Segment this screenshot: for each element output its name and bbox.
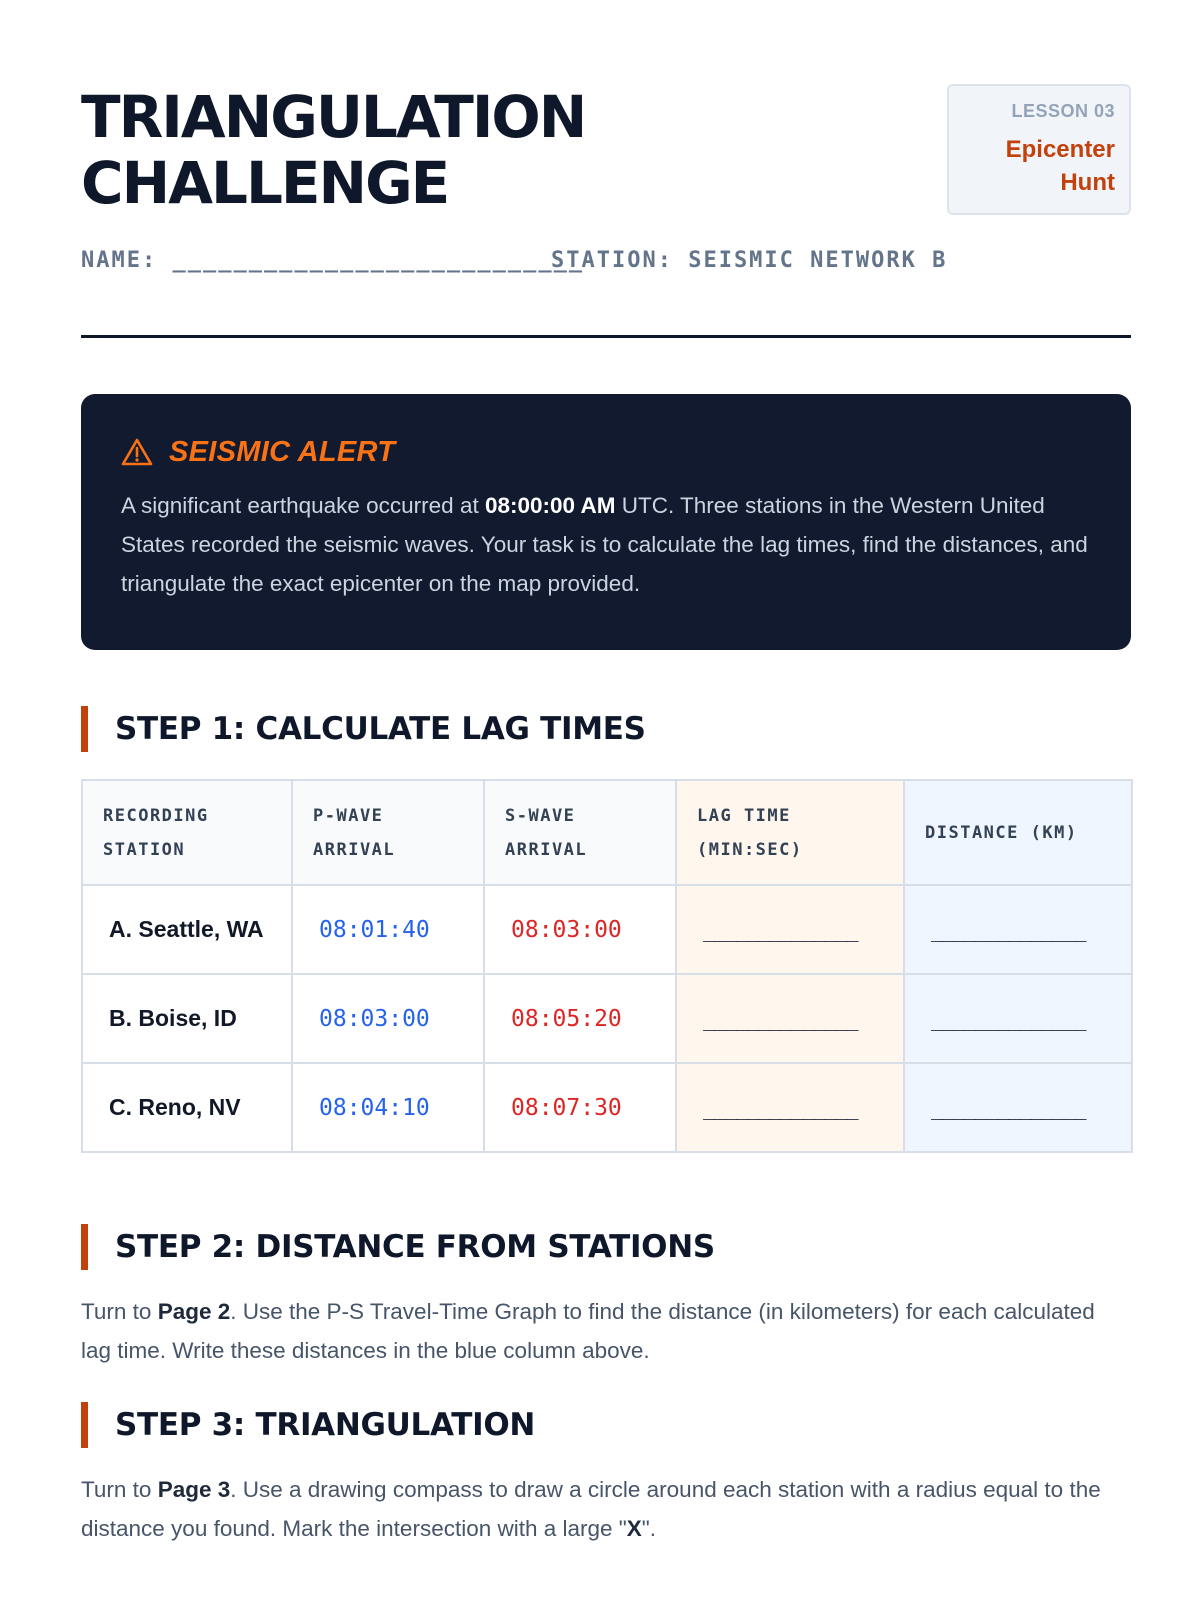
p-wave-cell: 08:01:40 (292, 885, 484, 974)
p-wave-cell: 08:03:00 (292, 974, 484, 1063)
step-2-heading (81, 1224, 715, 1270)
step-1-heading (81, 706, 646, 752)
table-row (82, 974, 1132, 1063)
header-divider (81, 335, 1131, 338)
column-header: DISTANCE (KM) (904, 780, 1132, 885)
lag-time-blank[interactable]: ______________ (676, 1063, 904, 1152)
step-1-title: STEP 1: CALCULATE LAG TIMES (115, 711, 646, 747)
lag-time-table (81, 779, 1133, 1153)
station-cell: A. Seattle, WA (82, 885, 292, 974)
table-header-row (82, 780, 1132, 885)
table-row (82, 885, 1132, 974)
warning-triangle-icon (121, 437, 153, 467)
distance-blank[interactable]: ______________ (904, 885, 1132, 974)
page-title (81, 84, 585, 216)
lesson-name: Epicenter Hunt (1005, 136, 1115, 196)
p-wave-cell: 08:04:10 (292, 1063, 484, 1152)
step-text-part: Turn to (81, 1477, 158, 1502)
alert-text-part: A significant earthquake occurred at (121, 493, 485, 518)
lesson-number: LESSON 03 (1011, 101, 1115, 121)
alert-title: SEISMIC ALERT (169, 435, 396, 468)
title-line-2: CHALLENGE (81, 149, 449, 217)
column-header: RECORDING STATION (82, 780, 292, 885)
step-3-title: STEP 3: TRIANGULATION (115, 1407, 536, 1443)
lesson-badge (947, 84, 1131, 215)
station-label: STATION: SEISMIC NETWORK B (551, 248, 948, 273)
alert-description (121, 486, 1091, 603)
step-3-instructions (81, 1470, 1111, 1548)
step-text-part: Turn to (81, 1299, 158, 1324)
column-header: P-WAVE ARRIVAL (292, 780, 484, 885)
distance-blank[interactable]: ______________ (904, 974, 1132, 1063)
name-field[interactable]: NAME: ___________________________ (81, 248, 585, 273)
step-3-heading (81, 1402, 535, 1448)
s-wave-cell: 08:07:30 (484, 1063, 676, 1152)
alert-time: 08:00:00 AM (484, 493, 616, 518)
step-text-part: ". (641, 1516, 657, 1541)
step-2-instructions (81, 1292, 1111, 1370)
table-row (82, 1063, 1132, 1152)
header (81, 84, 1131, 219)
seismic-alert-panel (81, 394, 1131, 650)
title-line-1: TRIANGULATION (81, 83, 586, 151)
distance-blank[interactable]: ______________ (904, 1063, 1132, 1152)
alert-header (121, 434, 1091, 470)
lag-time-blank[interactable]: ______________ (676, 974, 904, 1063)
mark-symbol: X (626, 1516, 642, 1541)
column-header: LAG TIME (MIN:SEC) (676, 780, 904, 885)
s-wave-cell: 08:03:00 (484, 885, 676, 974)
s-wave-cell: 08:05:20 (484, 974, 676, 1063)
station-cell: C. Reno, NV (82, 1063, 292, 1152)
column-header: S-WAVE ARRIVAL (484, 780, 676, 885)
step-text-part: . Use a drawing compass to draw a circle around each station with a radius equal to the distance you found. Mark the intersection with a large " (81, 1477, 1101, 1541)
page-reference: Page 2 (157, 1299, 231, 1324)
alert-text-part: UTC. Three stations in the Western United States recorded the seismic waves. Your task is to calculate the lag times, find the distances, and triangulate the exact epicenter on the map provided. (121, 493, 1088, 596)
page-reference: Page 3 (157, 1477, 231, 1502)
lag-time-blank[interactable]: ______________ (676, 885, 904, 974)
station-cell: B. Boise, ID (82, 974, 292, 1063)
step-2-title: STEP 2: DISTANCE FROM STATIONS (115, 1229, 715, 1265)
step-text-part: . Use the P-S Travel-Time Graph to find the distance (in kilometers) for each calculated lag time. Write these distances in the blue column above. (81, 1299, 1095, 1363)
